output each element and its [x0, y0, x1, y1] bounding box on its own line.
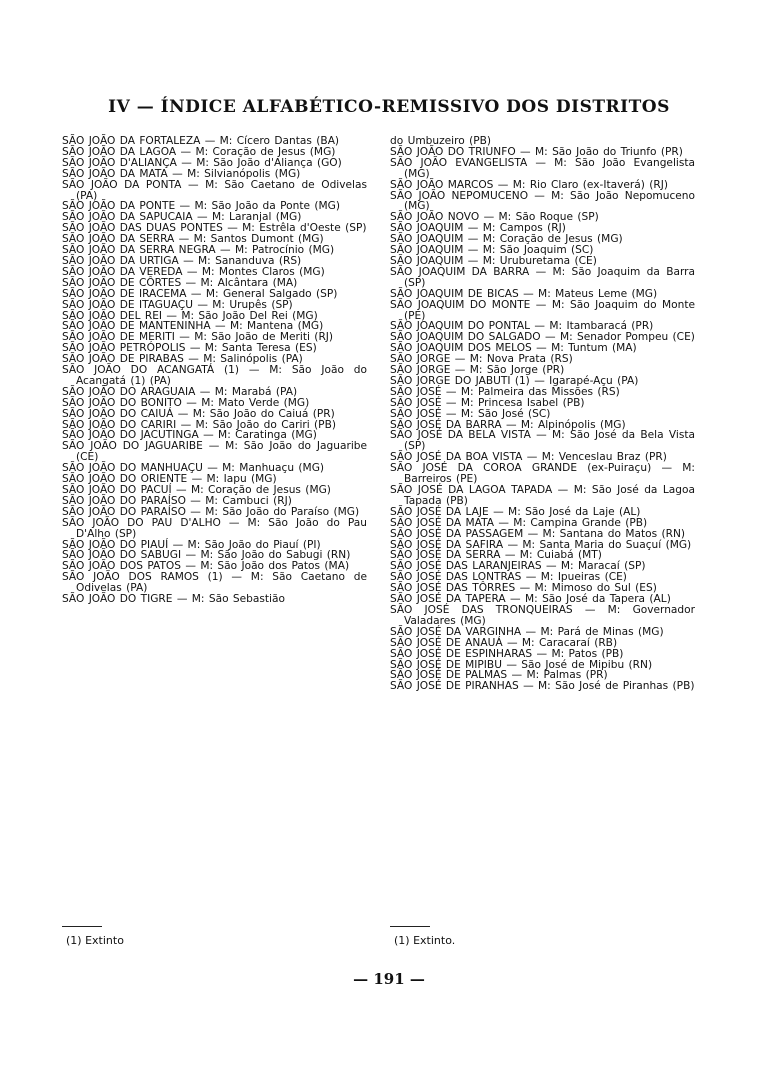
index-entry: SÃO JOÃO DO TRIUNFO — M: São João do Triunfo (PR)	[390, 145, 683, 158]
page-number: — 191 —	[353, 970, 425, 988]
index-entry: SÃO JOÃO DO PIAUÍ — M: São João do Piauí (PI)	[62, 538, 321, 551]
index-entry: SÃO JOÃO DE CÔRTES — M: Alcântara (MA)	[62, 276, 298, 289]
index-entry: SÃO JOÃO DE IRACEMA — M: General Salgado (SP)	[62, 287, 338, 300]
index-entry: SÃO JOÃO DA MATA — M: Silvianópolis (MG)	[62, 167, 301, 180]
index-entry: SÃO JOSÉ DE MIPIBU — São José de Mipibu (RN)	[390, 658, 653, 671]
index-column-right	[390, 136, 695, 692]
index-entry: SÃO JOSÉ DA SERRA — M: Cuiabá (MT)	[390, 549, 602, 562]
index-entry: SÃO JOAQUIM — M: Campos (RJ)	[390, 222, 566, 235]
index-entry: SÃO JOSÉ DA BELA VISTA — M: São José da Bela Vista (SP)	[390, 429, 695, 453]
index-entry: SÃO JOÃO DO PARAÍSO — M: Cambuci (RJ)	[62, 494, 292, 507]
index-entry: SÃO JOÃO DO PACUÍ — M: Coração de Jesus (MG)	[62, 484, 331, 496]
index-entry: SÃO JOÃO NOVO — M: São Roque (SP)	[390, 211, 599, 224]
index-entry: SÃO JOÃO DA VEREDA — M: Montes Claros (MG)	[62, 265, 325, 278]
index-entry: SÃO JOÃO DO BONITO — M: Mato Verde (MG)	[62, 396, 310, 409]
index-entry: SÃO JOSÉ — M: Princesa Isabel (PB)	[390, 396, 585, 409]
index-entry: SÃO JOÃO MARCOS — M: Rio Claro (ex-Itaverá) (RJ)	[390, 178, 668, 191]
index-entry: SÃO JOÃO DE MANTENINHA — M: Mantena (MG)	[62, 320, 324, 333]
index-entry: SÃO JOSÉ DA SAFIRA — M: Santa Maria do Suaçuí (MG)	[390, 538, 692, 551]
index-entry: SÃO JOÃO DA SERRA NEGRA — M: Patrocínio (MG)	[62, 244, 335, 257]
index-column-left	[62, 136, 367, 605]
index-entry: SÃO JOSÉ DAS TRONQUEIRAS — M: Governador Valadares (MG)	[390, 603, 695, 627]
index-entry: SÃO JOAQUIM DOS MELOS — M: Tuntum (MA)	[390, 342, 637, 355]
index-entry: SÃO JOSÉ DA VARGINHA — M: Pará de Minas (MG)	[390, 625, 664, 638]
index-entry: SÃO JOSÉ DAS LARANJEIRAS — M: Maracaí (SP)	[390, 560, 646, 573]
index-entry: SÃO JOSÉ DA BARRA — M: Alpinópolis (MG)	[390, 418, 626, 431]
index-entry: SÃO JOSÉ — M: Palmeira das Missões (RS)	[390, 385, 620, 398]
index-entry: SÃO JOAQUIM DO MONTE — M: São Joaquim do Monte (PE)	[390, 298, 695, 322]
index-entry: SÃO JOSÉ DAS LONTRAS — M: Ipueiras (CE)	[390, 571, 627, 584]
index-entry: SÃO JORGE DO JABUTI (1) — Igarapé-Açu (PA)	[390, 374, 639, 387]
index-entry: SÃO JOAQUIM — M: Uruburetama (CE)	[390, 254, 597, 267]
index-entry: SÃO JOAQUIM DE BICAS — M: Mateus Leme (MG)	[390, 287, 658, 300]
index-entry: SÃO JOSÉ DA LAJE — M: São José da Laje (AL)	[390, 505, 641, 518]
index-entry: SÃO JOAQUIM — M: Coração de Jesus (MG)	[390, 233, 623, 246]
index-entry: SÃO JOSÉ DA COROA GRANDE (ex-Puiraçu) — M: Barreiros (PE)	[390, 462, 695, 486]
index-entry: SÃO JOÃO DO CAIUÁ — M: São João do Caiuá (PR)	[62, 407, 335, 420]
index-entry: SÃO JOÃO DA SAPUCAIA — M: Laranjal (MG)	[62, 211, 302, 224]
index-entry: SÃO JOÃO DO MANHUAÇU — M: Manhuaçu (MG)	[62, 462, 325, 475]
index-entry: SÃO JOAQUIM DO SALGADO — M: Senador Pompeu (CE)	[390, 331, 695, 344]
index-entry: SÃO JOAQUIM — M: São Joaquim (SC)	[390, 244, 594, 257]
index-entry: SÃO JOÃO PETRÓPOLIS — M: Santa Teresa (ES)	[62, 342, 317, 355]
index-entry: SÃO JOSÉ DAS TÔRRES — M: Mimoso do Sul (ES)	[390, 582, 657, 595]
index-entry: SÃO JOÃO DEL REI — M: São João Del Rei (MG)	[62, 309, 318, 322]
index-entry: SÃO JOÃO EVANGELISTA — M: São João Evangelista (MG)	[390, 156, 695, 180]
index-entry: SÃO JOÃO DO ARAGUAIA — M: Marabá (PA)	[62, 385, 298, 398]
footnote-left: (1) Extinto	[66, 934, 124, 947]
index-entry: SÃO JOAQUIM DA BARRA — M: São Joaquim da Barra (SP)	[390, 265, 695, 289]
index-entry: SÃO JOSÉ DA TAPERA — M: São José da Tapera (AL)	[390, 593, 671, 606]
index-entry: SÃO JOÃO DOS PATOS — M: São João dos Patos (MA)	[62, 560, 350, 573]
index-entry: SÃO JOSÉ DA BOA VISTA — M: Venceslau Braz (PR)	[390, 451, 667, 464]
index-entry: SÃO JOSÉ DE ANAUÁ — M: Caracaraí (RB)	[390, 636, 618, 649]
index-entry: SÃO JOSÉ DE ESPINHARAS — M: Patos (PB)	[390, 647, 624, 660]
index-entry: SÃO JORGE — M: São Jorge (PR)	[390, 364, 565, 377]
index-entry: SÃO JORGE — M: Nova Prata (RS)	[390, 353, 573, 366]
index-entry: SÃO JOÃO DA PONTA — M: São Caetano de Odivelas (PA)	[62, 178, 367, 202]
index-entry: SÃO JOSÉ DA PASSAGEM — M: Santana do Matos (RN)	[390, 527, 686, 540]
index-entry: SÃO JOAQUIM DO PONTAL — M: Itambaracá (PR)	[390, 320, 654, 333]
index-entry: SÃO JOÃO DO TIGRE — M: São Sebastião	[62, 593, 285, 606]
index-entry: SÃO JOÃO DO JACUTINGA — M: Caratinga (MG)	[62, 429, 317, 442]
index-entry: SÃO JOÃO DO ORIENTE — M: Iapu (MG)	[62, 473, 277, 486]
index-entry: SÃO JOÃO DE ITAGUAÇU — M: Urupês (SP)	[62, 298, 293, 311]
index-entry: SÃO JOÃO DA FORTALEZA — M: Cícero Dantas (BA)	[62, 135, 340, 147]
index-entry: SÃO JOSÉ DE PIRANHAS — M: São José de Piranhas (PB)	[390, 680, 695, 693]
index-entry: SÃO JOÃO D'ALIANÇA — M: São João d'Aliança (GO)	[62, 156, 342, 169]
index-entry: SÃO JOSÉ DA LAGOA TAPADA — M: São José da Lagoa Tapada (PB)	[390, 484, 695, 507]
index-entry: SÃO JOÃO DO CARIRI — M: São João do Cariri (PB)	[62, 418, 336, 431]
index-entry: SÃO JOÃO DO JAGUARIBE — M: São João do Jaguaribe (CE)	[62, 440, 367, 464]
index-entry: SÃO JOÃO DA PONTE — M: São João da Ponte (MG)	[62, 200, 340, 213]
index-entry: SÃO JOÃO DO PARAÍSO — M: São João do Paraíso (MG)	[62, 505, 360, 518]
index-entry: SÃO JOÃO DE MERITI — M: São João de Meriti (RJ)	[62, 331, 334, 344]
index-entry: SÃO JOÃO NEPOMUCENO — M: São João Nepomuceno (MG)	[390, 189, 695, 213]
index-entry: SÃO JOÃO DO PAU D'ALHO — M: São João do Pau D'Alho (SP)	[62, 516, 367, 540]
index-entry: do Umbuzeiro (PB)	[390, 135, 492, 147]
footnote-rule-left	[62, 926, 102, 927]
index-entry: SÃO JOSÉ — M: São José (SC)	[390, 407, 551, 420]
index-entry: SÃO JOSÉ DA MATA — M: Campina Grande (PB)	[390, 516, 648, 529]
index-entry: SÃO JOÃO DA LAGOA — M: Coração de Jesus (MG)	[62, 145, 336, 158]
index-entry: SÃO JOÃO DO ACANGATÁ (1) — M: São João do Acangatá (1) (PA)	[62, 364, 367, 387]
index-entry: SÃO JOÃO DAS DUAS PONTES — M: Estrêla d'Oeste (SP)	[62, 222, 367, 235]
index-entry: SÃO JOÃO DOS RAMOS (1) — M: São Caetano de Odivelas (PA)	[62, 571, 367, 595]
index-entry: SÃO JOÃO DA SERRA — M: Santos Dumont (MG)	[62, 233, 324, 246]
footnote-right: (1) Extinto.	[394, 934, 456, 947]
index-entry: SÃO JOÃO DE PIRABAS — M: Salinópolis (PA)	[62, 353, 303, 366]
index-entry: SÃO JOÃO DO SABUGI — M: São João do Sabugi (RN)	[62, 549, 351, 562]
index-entry: SÃO JOSÉ DE PALMAS — M: Palmas (PR)	[390, 669, 608, 682]
page-title: IV — ÍNDICE ALFABÉTICO-REMISSIVO DOS DISTRITOS	[108, 97, 670, 117]
footnote-rule-right	[390, 926, 430, 927]
index-entry: SÃO JOÃO DA URTIGA — M: Sananduva (RS)	[62, 254, 302, 267]
